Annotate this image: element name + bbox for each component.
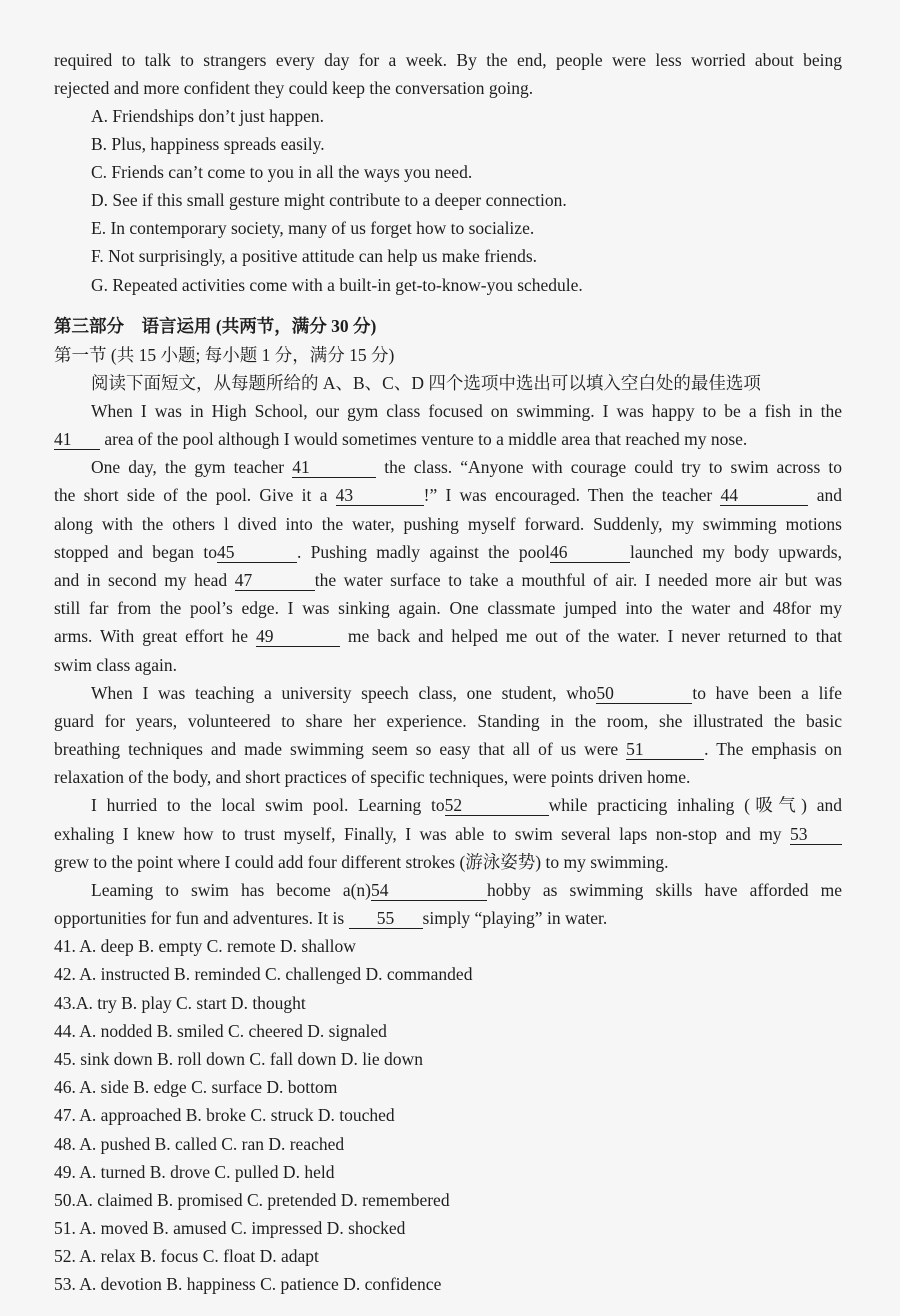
option-b: B. Plus, happiness spreads easily. [91, 134, 325, 154]
question-43: 43.A. try B. play C. start D. thought [54, 993, 306, 1013]
blank-45: 45 [217, 542, 297, 563]
cloze-line: along with the others l dived into the water, pushing myself forward. Suddenly, my swimming motions [54, 514, 842, 534]
question-42: 42. A. instructed B. reminded C. challenged D. commanded [54, 964, 473, 984]
blank-52: 52 [445, 795, 549, 816]
cloze-line: breathing techniques and made swimming seem so easy that all of us were 51 . The emphasis on [54, 739, 842, 759]
blank-46: 46 [550, 542, 630, 563]
question-45: 45. sink down B. roll down C. fall down D. lie down [54, 1049, 423, 1069]
cloze-line: When I was teaching a university speech class, one student, who50 to have been a life [91, 683, 842, 703]
option-d: D. See if this small gesture might contribute to a deeper connection. [91, 190, 567, 210]
blank-49: 49 [256, 626, 340, 647]
cloze-line: still far from the pool’s edge. I was sinking again. One classmate jumped into the water and 48for my [54, 598, 842, 618]
option-e: E. In contemporary society, many of us forget how to socialize. [91, 218, 535, 238]
option-a: A. Friendships don’t just happen. [91, 106, 325, 126]
cloze-line: I hurried to the local swim pool. Learning to52 while practicing inhaling (吸气) and [91, 795, 842, 815]
cloze-line: exhaling I knew how to trust myself, Finally, I was able to swim several laps non-stop and my 53 [54, 820, 842, 848]
cloze-line: the short side of the pool. Give it a 43 !” I was encouraged. Then the teacher 44 and [54, 485, 842, 505]
option-c: C. Friends can’t come to you in all the ways you need. [91, 162, 473, 182]
question-52: 52. A. relax B. focus C. float D. adapt [54, 1246, 319, 1266]
blank-54: 54 [371, 880, 487, 901]
blank-47: 47 [235, 570, 315, 591]
blank-53: 53 [790, 824, 842, 845]
cloze-line: arms. With great effort he 49 me back and helped me out of the water. I never returned to that [54, 626, 842, 646]
cloze-line: stopped and began to45 . Pushing madly against the pool46 launched my body upwards, [54, 542, 842, 562]
cloze-line: One day, the gym teacher 41 the class. “Anyone with courage could try to swim across to [91, 457, 842, 477]
cloze-line: When I was in High School, our gym class focused on swimming. I was happy to be a fish in the [91, 401, 842, 421]
blank-43: 43 [336, 485, 424, 506]
passage-line: rejected and more confident they could keep the conversation going. [54, 78, 534, 98]
question-41: 41. A. deep B. empty C. remote D. shallow [54, 936, 356, 956]
question-47: 47. A. approached B. broke C. struck D. touched [54, 1105, 395, 1125]
question-53: 53. A. devotion B. happiness C. patience D. confidence [54, 1274, 442, 1294]
blank-55: 55 [349, 908, 423, 929]
passage-line: required to talk to strangers every day for a week. By the end, people were less worried about being [54, 50, 842, 70]
blank-50: 50 [596, 683, 692, 704]
section-heading: 第三部分 语言运用 (共两节，满分 30 分) [54, 316, 377, 336]
option-f: F. Not surprisingly, a positive attitude can help us make friends. [91, 246, 538, 266]
question-46: 46. A. side B. edge C. surface D. bottom [54, 1077, 338, 1097]
cloze-line: grew to the point where I could add four different strokes (游泳姿势) to my swimming. [54, 852, 669, 872]
blank-41: 41 [292, 457, 376, 478]
cloze-line: opportunities for fun and adventures. It is 55 simply “playing” in water. [54, 908, 608, 928]
cloze-line: relaxation of the body, and short practices of specific techniques, were points driven home. [54, 767, 691, 787]
cloze-line: 41 area of the pool although I would sometimes venture to a middle area that reached my nose. [54, 429, 748, 449]
cloze-line: Leaming to swim has become a(n)54 hobby as swimming skills have afforded me [91, 880, 842, 900]
section-subheading: 第一节 (共 15 小题; 每小题 1 分，满分 15 分) [54, 345, 395, 365]
question-49: 49. A. turned B. drove C. pulled D. held [54, 1162, 335, 1182]
cloze-line: and in second my head 47 the water surface to take a mouthful of air. I needed more air but was [54, 570, 843, 590]
question-51: 51. A. moved B. amused C. impressed D. shocked [54, 1218, 406, 1238]
cloze-line: swim class again. [54, 655, 177, 675]
blank-51: 51 [626, 739, 704, 760]
cloze-line: guard for years, volunteered to share her experience. Standing in the room, she illustrated the basic [54, 711, 842, 731]
blank-41: 41 [54, 429, 100, 450]
question-50: 50.A. claimed B. promised C. pretended D. remembered [54, 1190, 450, 1210]
question-44: 44. A. nodded B. smiled C. cheered D. signaled [54, 1021, 387, 1041]
section-instruction: 阅读下面短文，从每题所给的 A、B、C、D 四个选项中选出可以填入空白处的最佳选项 [91, 373, 761, 393]
blank-44: 44 [720, 485, 808, 506]
option-g: G. Repeated activities come with a built-in get-to-know-you schedule. [91, 275, 583, 295]
question-48: 48. A. pushed B. called C. ran D. reached [54, 1134, 345, 1154]
